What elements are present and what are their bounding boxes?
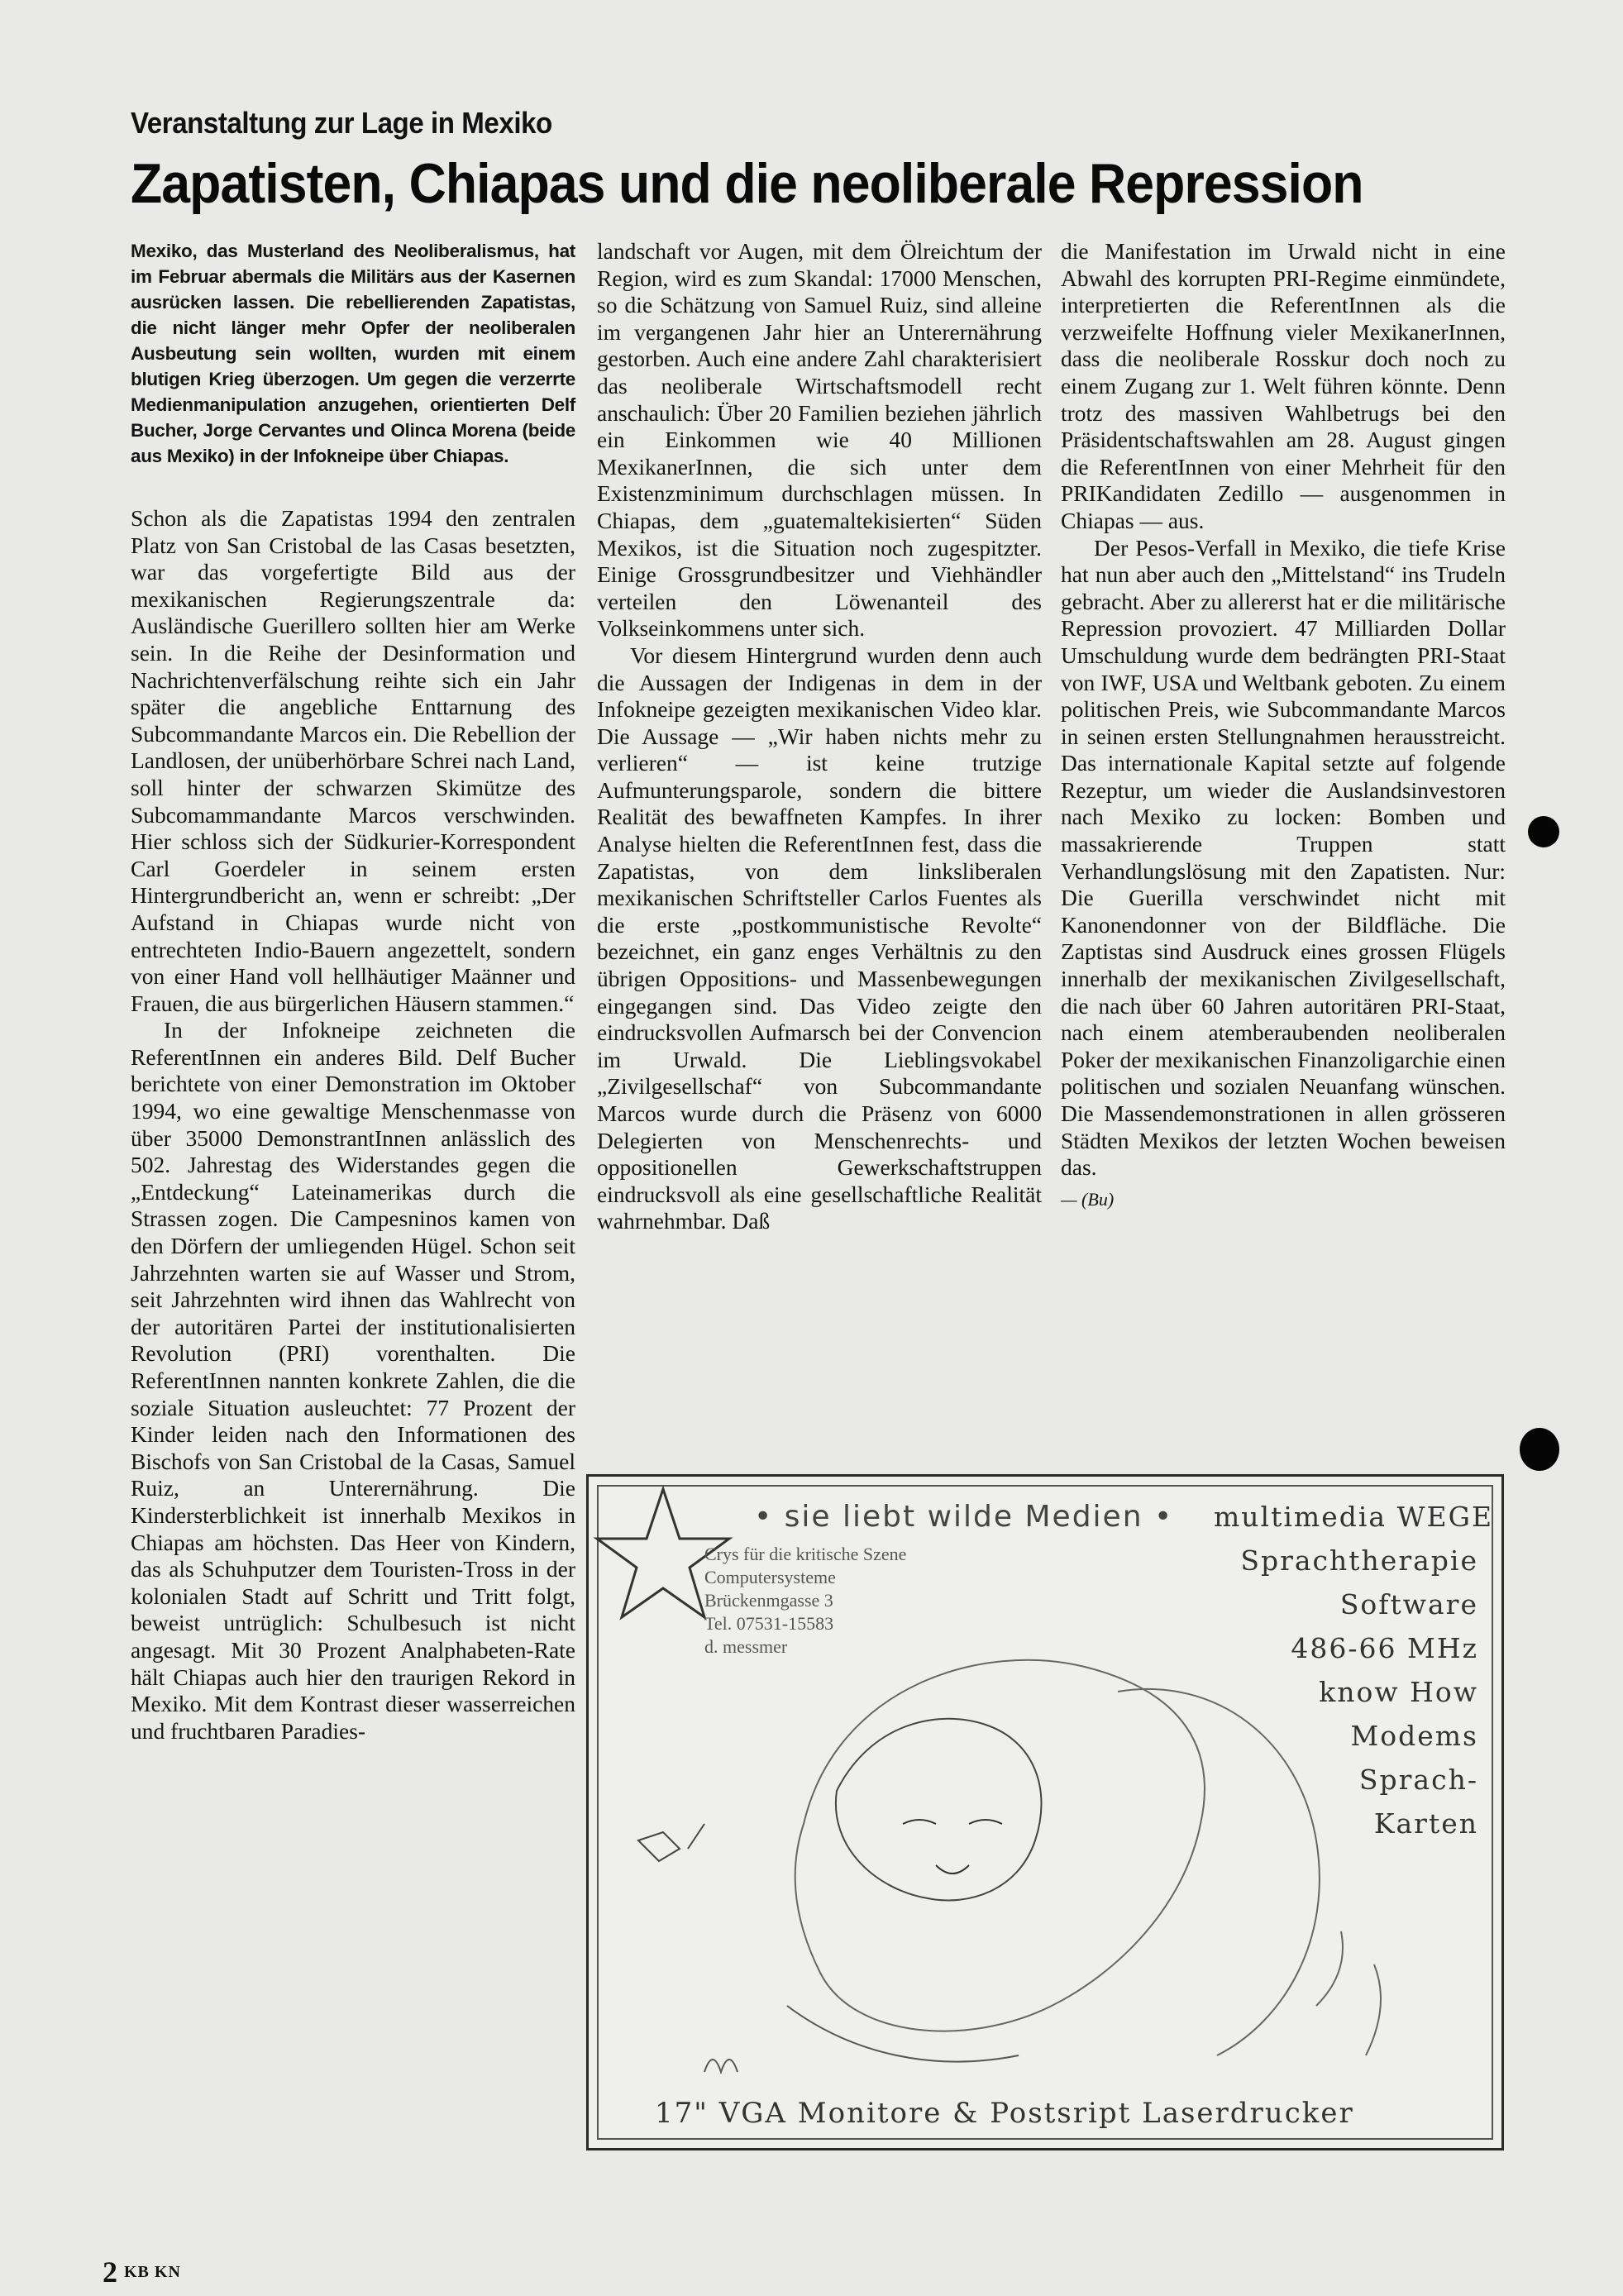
- article-kicker: Veranstaltung zur Lage in Mexiko: [131, 106, 552, 140]
- ad-service-line: Karten: [1373, 1807, 1478, 1840]
- ad-service-line: Software: [1339, 1588, 1478, 1621]
- ad-service-line: Sprach-: [1358, 1764, 1478, 1796]
- ad-tagline: • sie liebt wilde Medien •: [754, 1500, 1174, 1534]
- ad-address: [704, 1543, 906, 1659]
- author-signature: — (Bu): [1061, 1188, 1115, 1210]
- article-lead: Mexiko, das Musterland des Neoliberalismus, hat im Februar abermals die Militärs aus der Kasernen ausrücken lassen. Die rebellierenden Zapatistas, die nicht länger mehr Opfer der neoliberalen Ausbeutung sein wollten, wurden mit einem blutigen Krieg überzogen. Um gegen die verzerrte Medienmanipulation anzugehen, orientierten Delf Bucher, Jorge Cervantes und Olinca Morena (beide aus Mexiko) in der Infokneipe über Chiapas.: [131, 241, 575, 466]
- advertisement: [586, 1474, 1504, 2150]
- ad-address-line: d. messmer: [704, 1636, 788, 1657]
- column-3: [1061, 238, 1506, 1213]
- ad-service-line: 486-66 MHz: [1291, 1632, 1478, 1664]
- ad-address-line: Tel. 07531-15583: [704, 1613, 834, 1634]
- ad-address-line: Crys für die kritische Szene: [704, 1544, 907, 1564]
- ad-service-line: multimedia WEGE: [1214, 1501, 1494, 1533]
- punch-hole: [1520, 1428, 1559, 1471]
- paragraph: Vor diesem Hintergrund wurden denn auch die Aussagen der Indigenas in dem in der Infokneipe gezeigten mexikanischen Video klar. Die Aussage — „Wir haben nichts mehr zu verlieren“ — ist keine trutzige Aufmunterungsparole, sondern die bittere Realität des bewaffneten Kampfes. In ihrer Analyse hielten die ReferentInnen fest, dass die Zapatistas, von dem linksliberalen mexikanischen Schriftsteller Carlos Fuentes als die erste „postkommunistische Revolte“ bezeichnet, ein ganz enges Verhältnis zu den übrigen Oppositions- und Massenbewegungen eingegangen sind. Das Video zeigte den eindrucksvollen Aufmarsch bei der Convencion im Urwald. Die Lieblingsvokabel „Zivilgesellschaf“ von Subcommandante Marcos wurde durch die Präsenz von 6000 Delegierten von Menschenrechts- und oppositionellen Gewerkschaftstruppen eindrucksvoll als eine gesellschaftliche Realität wahrnehmbar. Daß: [597, 642, 1042, 1234]
- paragraph: die Manifestation im Urwald nicht in eine Abwahl des korrupten PRI-Regime einmündete, interpretierten die ReferentInnen als die verzweifelte Hoffnung vieler MexikanerInnen, dass die neoliberale Rosskur doch noch zu einem Zugang zur 1. Welt führen könnte. Denn trotz des massiven Wahlbetrugs bei den Präsidentschaftswahlen am 28. August gingen die ReferentInnen von einer Mehrheit für den PRIKandidaten Zedillo — ausgenommen in Chiapas — aus.: [1061, 238, 1506, 533]
- ad-bottom-line: 17" VGA Monitore & Postsript Laserdrucker: [655, 2097, 1354, 2130]
- paragraph: Der Pesos-Verfall in Mexiko, die tiefe Krise hat nun aber auch den „Mittelstand“ ins Trudeln gebracht. Aber zu allererst hat er die militärische Repression provoziert. 47 Milliarden Dollar Umschuldung wurde dem bedrängten PRI-Staat von IWF, USA und Weltbank geboten. Zu einem politischen Preis, wie Subcommandante Marcos in seinen ersten Stellungnahmen herausstreicht. Das internationale Kapital setzte auf folgende Rezeptur, um wieder die Auslandsinvestoren nach Mexiko zu locken: Bomben und massakrierende Truppen statt Verhandlungslösung mit den Zapatisten. Nur: Die Guerilla verschwindet nicht mit Kanonendonner von der Bildfläche. Die Zaptistas sind Ausdruck eines grossen Flügels innerhalb der mexikanischen Zivilgesellschaft, die nach über 60 Jahren autoritären PRI-Staat, nach einem atemberaubenden neoliberalen Poker der mexikanischen Finanzoligarchie einen politischen und sozialen Neuanfang wünschen. Die Massendemonstrationen in allen grösseren Städten Mexikos der letzten Wochen beweisen das.: [1061, 534, 1506, 1181]
- punch-hole: [1528, 816, 1559, 847]
- publication-name: KB KN: [124, 2263, 181, 2281]
- column-1: [131, 238, 575, 1745]
- paragraph: landschaft vor Augen, mit dem Ölreichtum der Region, wird es zum Skandal: 17000 Menschen, so die Schätzung von Samuel Ruiz, sind alleine im vergangenen Jahr hier an Unterernährung gestorben. Auch eine andere Zahl charakterisiert das neoliberale Wirtschaftsmodell recht anschaulich: Über 20 Familien beziehen jährlich ein Einkommen wie 40 Millionen MexikanerInnen, die sich unter dem Existenzminimum durchschlagen müssen. In Chiapas, dem „guatemaltekisierten“ Süden Mexikos, ist die Situation noch zugespitzter. Einige Grossgrundbesitzer und Viehhändler verteilen den Löwenanteil des Volkseinkommens unter sich.: [597, 238, 1042, 642]
- column-2: [597, 238, 1042, 1235]
- ad-service-line: know How: [1319, 1676, 1478, 1708]
- page-number: 2: [103, 2255, 117, 2289]
- ad-address-line: Computersysteme: [704, 1567, 836, 1587]
- ad-services: [1214, 1495, 1494, 1845]
- paragraph: In der Infokneipe zeichneten die ReferentInnen ein anderes Bild. Delf Bucher berichtete von einer Demonstration im Oktober 1994, wo eine gewaltige Menschenmasse von über 35000 DemonstrantInnen anlässlich des 502. Jahrestag des Widerstandes gegen die „Entdeckung“ Lateinamerikas durch die Strassen zogen. Die Campesninos kamen von den Dörfern der umliegenden Hügel. Schon seit Jahrzehnten warten sie auf Wasser und Strom, seit Jahrzehnten wird ihnen das Wahlrecht von der autoritären Partei der institutionalisierten Revolution (PRI) vorenthalten. Die ReferentInnen nannten konkrete Zahlen, die die soziale Situation ausleuchtet: 77 Prozent der Kinder leiden nach den Informationen des Bischofs von San Cristobal de la Casas, Samuel Ruiz, an Unterernährung. Die Kindersterblichkeit ist innerhalb Mexikos in Chiapas am höchsten. Das Heer von Kindern, das als Schuhputzer dem Touristen-Tross in der kolonialen Stadt auf Schritt und Tritt folgt, beweist untrüglich: Schulbesuch ist nicht angesagt. Mit 30 Prozent Analphabeten-Rate hält Chiapas auch hier den traurigen Rekord in Mexiko. Mit dem Kontrast dieser wasserreichen und fruchtbaren Paradies-: [131, 1017, 575, 1744]
- ad-service-line: Modems: [1350, 1720, 1478, 1752]
- ad-address-line: Brückenmgasse 3: [704, 1590, 833, 1611]
- paragraph: Schon als die Zapatistas 1994 den zentralen Platz von San Cristobal de las Casas besetzten, war das vorgefertigte Bild aus der mexikanischen Regierungszentrale da: Ausländische Guerillero sollten hier am Werke sein. In die Reihe der Desinformation und Nachrichtenverfälschung reihte sich ein Jahr später die angebliche Enttarnung des Subcommandante Marcos ein. Die Rebellion der Landlosen, der unüberhörbare Schrei nach Land, soll hinter der schwarzen Skimütze des Subcomammandante Marcos verschwinden. Hier schloss sich der Südkurier-Korrespondent Carl Goerdeler in seinem ersten Hintergrundbericht an, wenn er schreibt: „Der Aufstand in Chiapas wurde nicht von entrechteten Indio-Bauern angezettelt, sondern von einer Hand voll hellhäutiger Maänner und Frauen, die aus bürgerlichen Häusern stammen.“: [131, 505, 575, 1016]
- ad-service-line: Sprachtherapie: [1240, 1544, 1478, 1577]
- article-headline: Zapatisten, Chiapas und die neoliberale Repression: [131, 152, 1363, 215]
